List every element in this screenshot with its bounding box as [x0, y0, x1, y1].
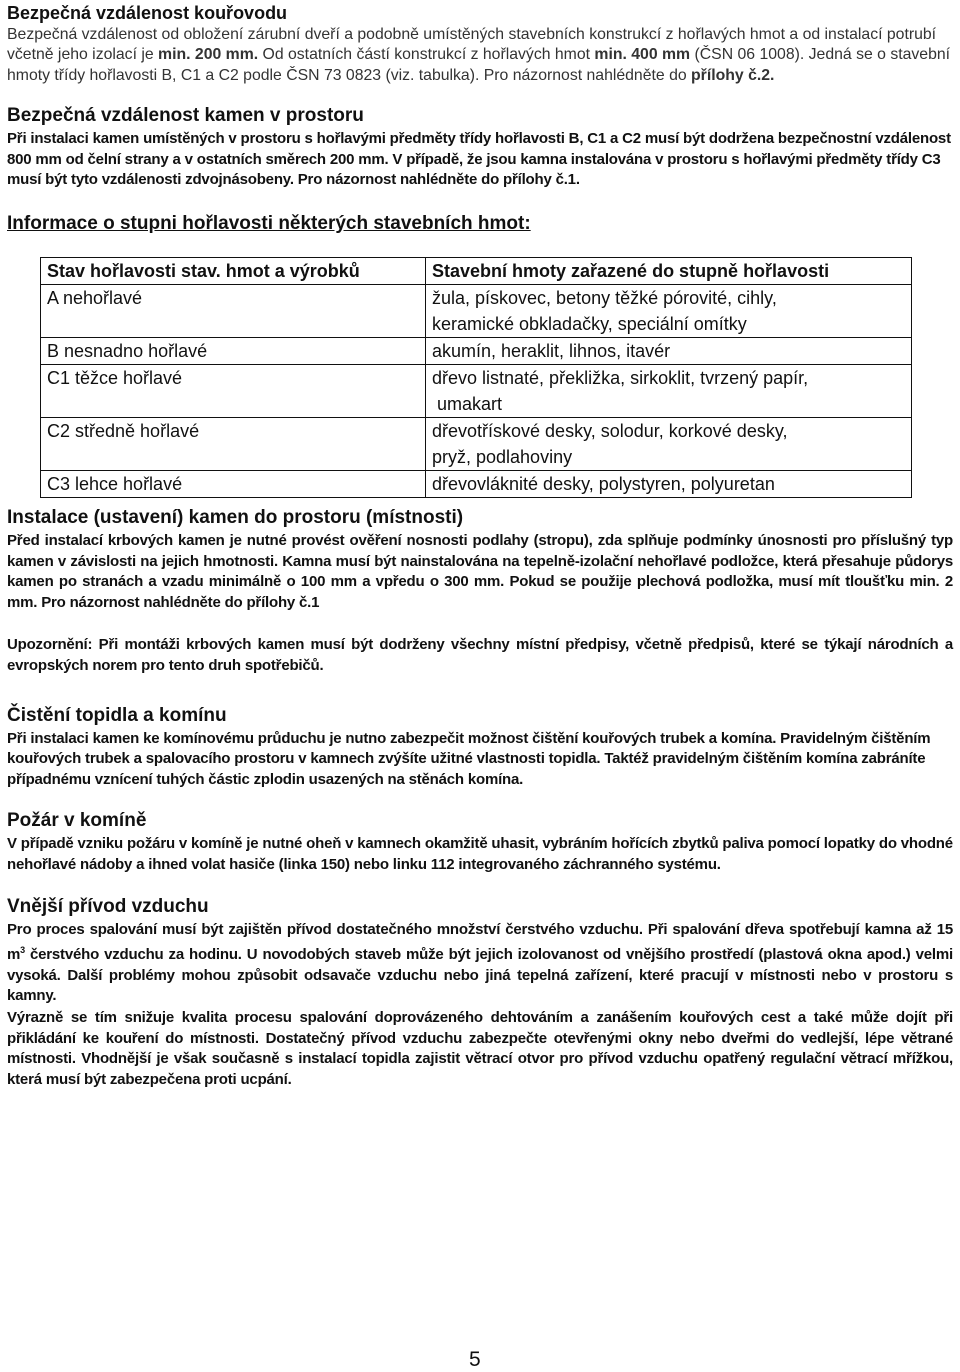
- cleaning-paragraph: Při instalaci kamen ke komínovému průduchu je nutno zabezpečit možnost čištění kouřových trubek a komína. Pravidelným čištěním kouřových trubek a spalovacího prostoru v kamnech zvýšíte užitné vlastnosti topidla. Taktéž pravidelným čištěním komína zabráníte případnému vznícení tuhých částic zplodin usazených na stěnách komína.: [7, 729, 931, 788]
- section-title-flammability-info: Informace o stupni hořlavosti některých stavebních hmot:: [7, 213, 531, 234]
- table-row: [41, 418, 912, 471]
- flammability-table: [40, 257, 912, 498]
- stove-distance-paragraph: Při instalaci kamen umístěných v prostoru s hořlavými předměty třídy hořlavosti B, C1 a C2 musí být dodržena bezpečnostní vzdálenost 800 mm od čelní strany a v ostatních směrech 200 mm. V případě, že jsou kamna instalována v prostoru s hořlavými předměty třídy C3 musí být tyto vzdálenosti zdvojnásobeny. Pro názornost nahlédněte do přílohy č.1.: [7, 130, 951, 189]
- table-row: [41, 338, 912, 365]
- table-row: [41, 365, 912, 418]
- section-title-air-supply: Vnější přívod vzduchu: [7, 895, 209, 917]
- section-title-cleaning: Čistění topidla a komínu: [7, 704, 227, 726]
- grade-cell: C2 středně hořlavé: [41, 418, 426, 471]
- warning-label: Upozornění:: [7, 636, 93, 654]
- warning-paragraph: Upozornění: Při montáži krbových kamen musí být dodrženy všechny místní předpisy, včetně předpisů, které se týkají národních a evropských norem pro tento druh spotřebičů.: [7, 636, 954, 674]
- grade-cell: C3 lehce hořlavé: [41, 471, 426, 498]
- table-row: [41, 285, 912, 338]
- section-title-installation: Instalace (ustavení) kamen do prostoru (místnosti): [7, 507, 464, 528]
- section-title-stove-distance: Bezpečná vzdálenost kamen v prostoru: [7, 105, 364, 127]
- materials-cell: akumín, heraklit, lihnos, itavér: [426, 338, 912, 365]
- grade-cell: B nesnadno hořlavé: [41, 338, 426, 365]
- grade-cell: C1 těžce hořlavé: [41, 365, 426, 418]
- materials-cell: dřevovláknité desky, polystyren, polyuretan: [426, 471, 912, 498]
- section-title-chimney-fire: Požár v komíně: [7, 810, 147, 832]
- table-row: [41, 471, 912, 498]
- air-supply-paragraph-2: Výrazně se tím snižuje kvalita procesu spalování doprovázeného dehtováním a zanášením kouřových cest a také může dojít při přikládání ke kouření do místnosti. Dostatečný přívod vzduchu zabezpečte otevřenými okny nebo dveřmi do vedlejší, lépe větrané místnosti. Vhodnější je však současně s instalací topidla zajistit větrací otvor pro přívod vzduchu opatřený regulační větrací mřížkou, která musí být zabezpečena proti ucpání.: [7, 1008, 953, 1088]
- column-header-materials: Stavební hmoty zařazené do stupně hořlavosti: [426, 258, 912, 285]
- flue-distance-paragraph: Bezpečná vzdálenost od obložení zárubní dveří a podobně umístěných stavebních konstrukcí z hořlavých hmot a od instalací potrubí včetně jeho izolací je min. 200 mm. Od ostatních částí konstrukcí z hořlavých hmot min. 400 mm (ČSN 06 1008). Jedná se o stavební hmoty třídy hořlavosti B, C1 a C2 podle ČSN 73 0823 (viz. tabulka). Pro názornost nahlédněte do přílohy č.2.: [7, 26, 951, 84]
- page-number: 5: [469, 1348, 481, 1371]
- grade-cell: A nehořlavé: [41, 285, 426, 338]
- materials-cell: dřevotřískové desky, solodur, korkové desky, pryž, podlahoviny: [426, 418, 912, 471]
- table-header-row: [41, 258, 912, 285]
- air-supply-paragraph-1: Pro proces spalování musí být zajištěn přívod dostatečného množství čerstvého vzduchu. Při spalování dřeva spotřebují kamna až 15 $m^3$ čerstvého vzduchu za hodinu. U novodobých staveb může být jejich izolovanost od vnějšího prostředí (plastová okna apod.) velmi vysoká. Další problémy mohou způsobit odsavače vzduchu nebo jiná tepelná zařízení, které pracují v místnosti nebo v prostoru s kamny.: [7, 920, 953, 1005]
- chimney-fire-paragraph: V případě vzniku požáru v komíně je nutné oheň v kamnech okamžitě uhasit, vybráním hořících zbytků paliva pomocí lopatky do vhodné nehořlavé nádoby a ihned volat hasiče (linka 150) nebo linku 112 integrovaného záchranného systému.: [7, 835, 953, 873]
- materials-cell: dřevo listnaté, překližka, sirkoklit, tvrzený papír, umakart: [426, 365, 912, 418]
- section-title-flue-distance: Bezpečná vzdálenost kouřovodu: [7, 3, 288, 23]
- installation-paragraph: Před instalací krbových kamen je nutné provést ověření nosnosti podlahy (stropu), zda splňuje podmínky únosnosti pro příslušný typ kamen v závislosti na jejich hmotnosti. Kamna musí být nainstalována na tepelně-izolační nehořlavé podložce, která přesahuje půdorys kamen po stranách a vzadu minimálně o 100 mm a vpředu o 300 mm. Pokud se použije plechová podložka, musí mít tloušťku min. 2 mm. Pro názornost nahlédněte do přílohy č.1: [7, 532, 953, 611]
- column-header-grade: Stav hořlavosti stav. hmot a výrobků: [41, 258, 426, 285]
- materials-cell: žula, pískovec, betony těžké pórovité, cihly, keramické obkladačky, speciální omítky: [426, 285, 912, 338]
